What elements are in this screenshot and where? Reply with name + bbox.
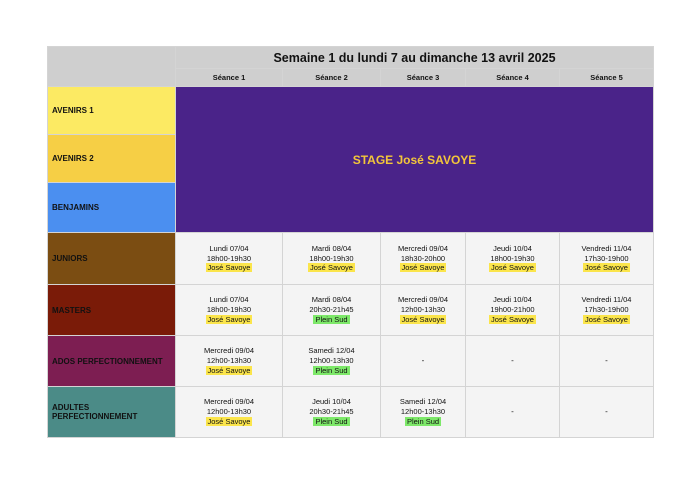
session-day: Mercredi 09/04	[397, 243, 449, 253]
session-time: 19h00-21h00	[490, 305, 535, 315]
schedule-cell	[176, 285, 283, 336]
session-header: Séance 1	[176, 69, 283, 87]
schedule-cell	[283, 285, 381, 336]
session-time: 12h00-13h30	[206, 407, 252, 417]
coach-badge-jose-savoye: José Savoye	[207, 416, 251, 426]
coach-badge-jose-savoye: José Savoye	[491, 314, 534, 324]
schedule-cell	[381, 387, 466, 438]
coach-badge-plein-sud: Plein Sud	[315, 365, 348, 375]
coach-line	[176, 263, 282, 273]
schedule-cell	[176, 336, 283, 387]
coach-line	[466, 263, 559, 273]
schedule-cell	[176, 387, 283, 438]
coach-badge-plein-sud: Plein Sud	[315, 314, 348, 324]
coach-badge-plein-sud: Plein Sud	[406, 416, 440, 426]
table-row	[48, 87, 654, 135]
table-row	[48, 336, 654, 387]
group-label-benjamins: BENJAMINS	[48, 183, 176, 233]
schedule-cell	[560, 336, 654, 387]
session-time: 12h00-13h30	[206, 356, 252, 366]
table-row	[48, 387, 654, 438]
session-day: Jeudi 10/04	[493, 295, 532, 305]
schedule-cell	[466, 233, 560, 285]
session-day: Jeudi 10/04	[493, 243, 532, 253]
session-time: 12h00-13h30	[400, 305, 446, 315]
session-time: 20h30-21h45	[309, 305, 354, 315]
table-row	[48, 233, 654, 285]
empty-slot: -	[605, 356, 608, 366]
coach-line	[283, 315, 380, 325]
coach-badge-jose-savoye: José Savoye	[401, 314, 445, 324]
coach-line	[560, 263, 653, 273]
session-day: Mardi 08/04	[311, 243, 352, 253]
schedule-body	[48, 47, 654, 438]
coach-badge-jose-savoye: José Savoye	[207, 263, 251, 273]
schedule-cell	[381, 285, 466, 336]
coach-line	[560, 315, 653, 325]
session-header: Séance 5	[560, 69, 654, 87]
schedule-cell	[466, 285, 560, 336]
coach-badge-jose-savoye: José Savoye	[585, 263, 628, 273]
schedule-cell	[466, 336, 560, 387]
session-time: 18h30-20h00	[400, 253, 446, 263]
coach-line	[283, 366, 380, 376]
coach-line	[381, 263, 465, 273]
schedule-table	[47, 46, 654, 438]
empty-slot: -	[511, 356, 514, 366]
coach-line	[176, 417, 282, 427]
coach-line	[283, 263, 380, 273]
session-day: Lundi 07/04	[209, 243, 249, 253]
schedule-cell	[381, 233, 466, 285]
session-header: Séance 3	[381, 69, 466, 87]
schedule-cell	[560, 387, 654, 438]
schedule-cell	[283, 387, 381, 438]
schedule-cell	[381, 336, 466, 387]
session-day: Vendredi 11/04	[581, 243, 632, 253]
coach-line	[176, 315, 282, 325]
group-label-masters: MASTERS	[48, 285, 176, 336]
coach-badge-jose-savoye: José Savoye	[207, 365, 251, 375]
session-day: Mercredi 09/04	[203, 397, 255, 407]
session-day: Samedi 12/04	[399, 397, 447, 407]
empty-slot: -	[605, 407, 608, 417]
coach-line	[466, 315, 559, 325]
session-time: 18h00-19h30	[490, 253, 535, 263]
coach-badge-jose-savoye: José Savoye	[207, 314, 251, 324]
coach-badge-jose-savoye: José Savoye	[401, 263, 445, 273]
schedule-cell	[560, 285, 654, 336]
session-time: 17h30-19h00	[584, 305, 629, 315]
group-label-avenirs-2: AVENIRS 2	[48, 135, 176, 183]
coach-badge-jose-savoye: José Savoye	[491, 263, 534, 273]
session-header: Séance 4	[466, 69, 560, 87]
session-day: Mercredi 09/04	[203, 346, 255, 356]
session-time: 18h00-19h30	[206, 253, 252, 263]
session-time: 18h00-19h30	[309, 253, 354, 263]
coach-badge-jose-savoye: José Savoye	[585, 314, 628, 324]
schedule-cell	[176, 233, 283, 285]
group-label-avenirs-1: AVENIRS 1	[48, 87, 176, 135]
table-row	[48, 285, 654, 336]
coach-badge-plein-sud: Plein Sud	[315, 416, 348, 426]
coach-line	[176, 366, 282, 376]
session-day: Mardi 08/04	[311, 295, 352, 305]
session-day: Mercredi 09/04	[397, 295, 449, 305]
session-header: Séance 2	[283, 69, 381, 87]
session-day: Lundi 07/04	[209, 295, 249, 305]
session-day: Vendredi 11/04	[581, 295, 632, 305]
coach-line	[381, 315, 465, 325]
stage-banner: STAGE José SAVOYE	[176, 87, 654, 233]
schedule-cell	[283, 233, 381, 285]
session-time: 12h00-13h30	[309, 356, 354, 366]
schedule-cell	[560, 233, 654, 285]
schedule-cell	[283, 336, 381, 387]
coach-badge-jose-savoye: José Savoye	[310, 263, 353, 273]
week-title: Semaine 1 du lundi 7 au dimanche 13 avril 2025	[176, 47, 654, 69]
corner-cell	[48, 47, 176, 87]
group-label-ados-perfectionnement: ADOS PERFECTIONNEMENT	[48, 336, 176, 387]
session-time: 20h30-21h45	[309, 407, 354, 417]
session-day: Samedi 12/04	[308, 346, 355, 356]
group-label-adultes-perfectionnement: ADULTES PERFECTIONNEMENT	[48, 387, 176, 438]
session-day: Jeudi 10/04	[312, 397, 351, 407]
empty-slot: -	[421, 356, 425, 366]
coach-line	[283, 417, 380, 427]
coach-line	[381, 417, 465, 427]
session-time: 12h00-13h30	[400, 407, 446, 417]
session-time: 18h00-19h30	[206, 305, 252, 315]
empty-slot: -	[511, 407, 514, 417]
group-label-juniors: JUNIORS	[48, 233, 176, 285]
session-time: 17h30-19h00	[584, 253, 629, 263]
schedule-cell	[466, 387, 560, 438]
